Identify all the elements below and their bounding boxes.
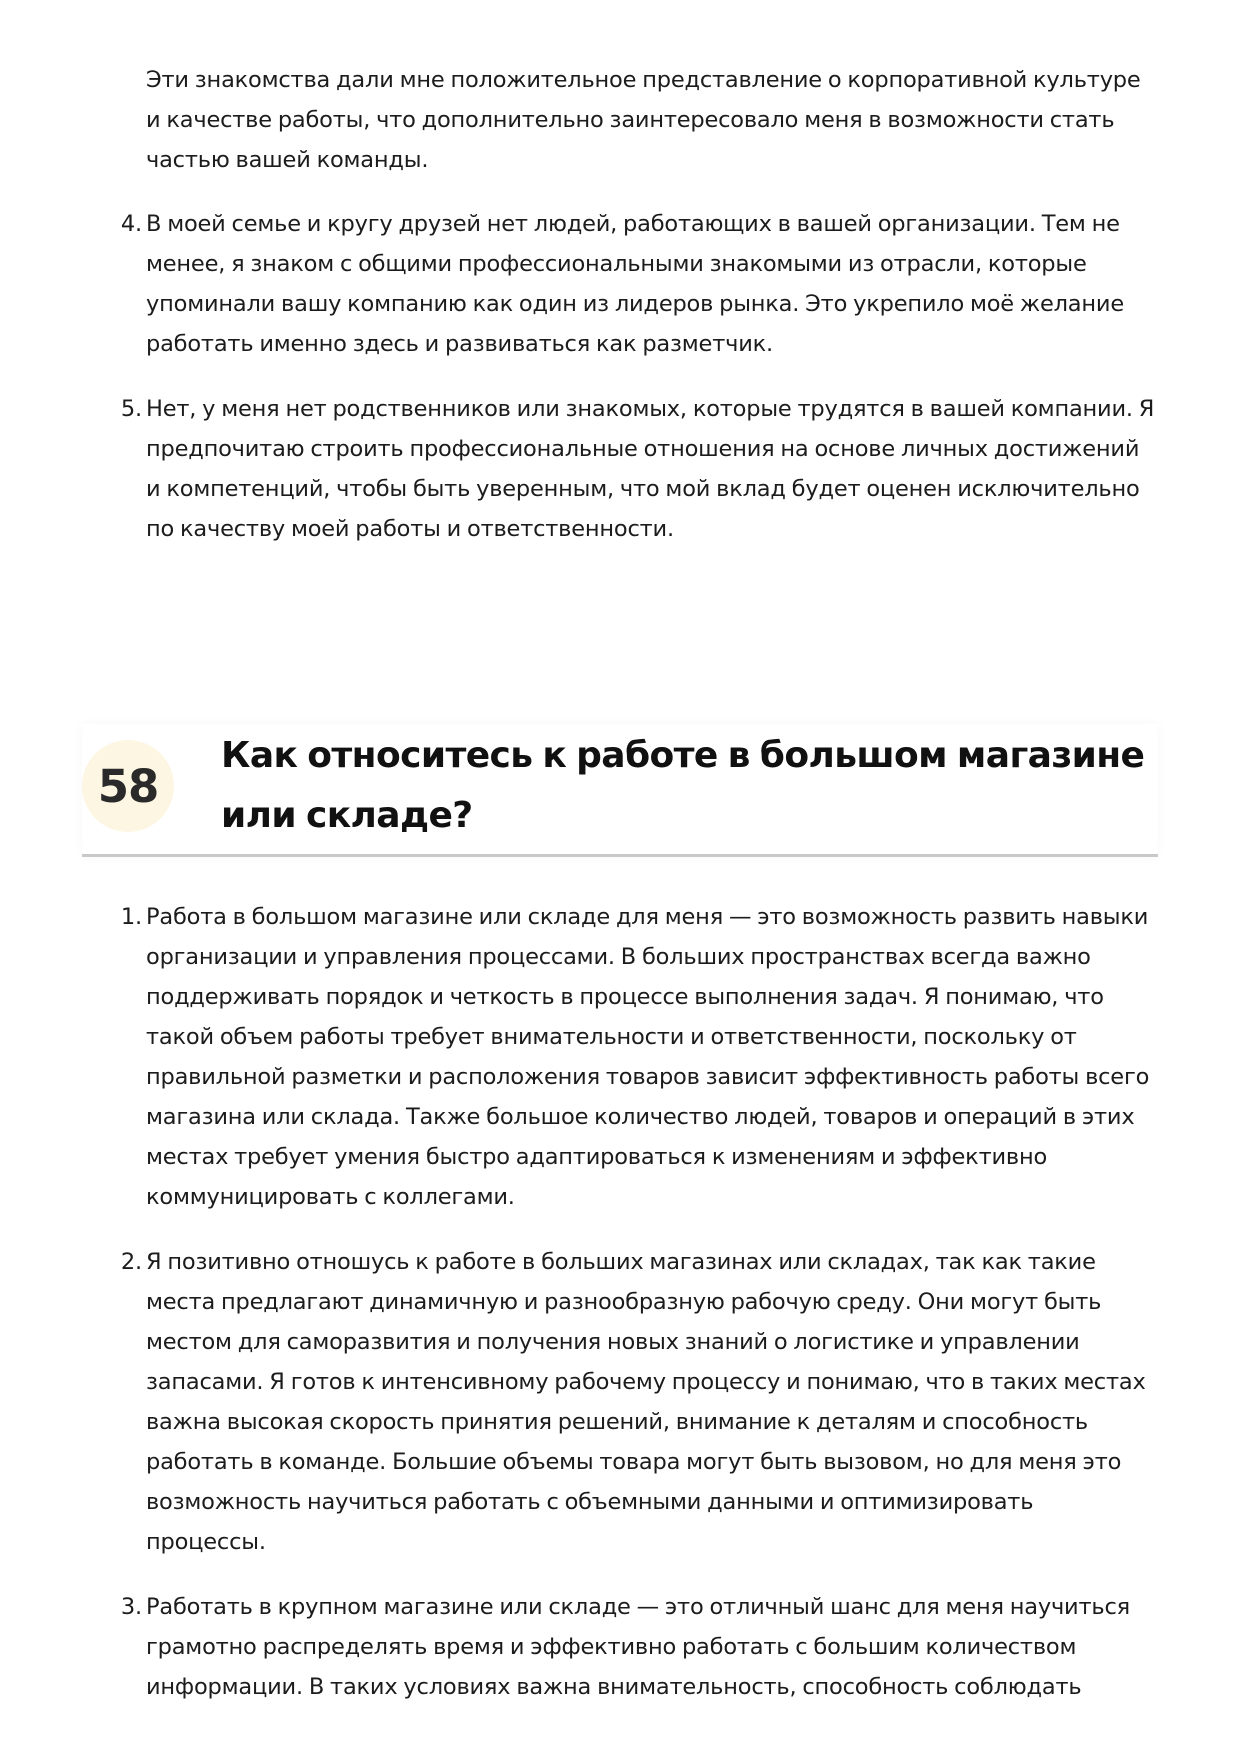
list-item-number: 2. [120,1249,142,1275]
answer-list [120,897,1156,1732]
list-item [120,389,1156,549]
question-header [82,724,1158,857]
list-item-number: 3. [120,1594,142,1620]
continuation-paragraph: Эти знакомства дали мне положительное представление о корпоративной культуре и качестве работы, что дополнительно заинтересовало меня в возможности стать частью вашей команды. [146,67,1141,173]
list-item-number: 1. [120,904,142,930]
list-item-text: В моей семье и кругу друзей нет людей, работающих в вашей организации. Тем не менее, я знаком с общими профессиональными знакомыми из отрасли, которые упоминали вашу компанию как один из лидеров рынка. Это укрепило моё желание работать именно здесь и развиваться как разметчик. [146,211,1124,357]
list-item-number: 4. [120,211,142,237]
list-item-text: Я позитивно отношусь к работе в больших магазинах или складах, так как такие места предлагают динамичную и разнообразную рабочую среду. Они могут быть местом для саморазвития и получения новых знаний о логистике и управлении запасами. Я готов к интенсивному рабочему процессу и понимаю, что в таких местах важна высокая скорость принятия решений, внимание к деталям и способность работать в команде. Большие объемы товара могут быть вызовом, но для меня это возможность научиться работать с объемными данными и оптимизировать процессы. [146,1249,1146,1555]
list-item-text: Работать в крупном магазине или складе — это отличный шанс для меня научиться грамотно распределять время и эффективно работать с большим количеством информации. В таких условиях важна внимательность, способность соблюдать [146,1594,1130,1700]
list-item [120,897,1156,1217]
list-item-text: Нет, у меня нет родственников или знакомых, которые трудятся в вашей компании. Я предпочитаю строить профессиональные отношения на основе личных достижений и компетенций, чтобы быть уверенным, что мой вклад будет оценен исключительно по качеству моей работы и ответственности. [146,396,1155,542]
list-item-text: Работа в большом магазине или складе для меня — это возможность развить навыки организации и управления процессами. В больших пространствах всегда важно поддерживать порядок и четкость в процессе выполнения задач. Я понимаю, что такой объем работы требует внимательности и ответственности, поскольку от правильной разметки и расположения товаров зависит эффективность работы всего магазина или склада. Также большое количество людей, товаров и операций в этих местах требует умения быстро адаптироваться к изменениям и эффективно коммуницировать с коллегами. [146,904,1150,1210]
previous-answer-list [120,204,1156,574]
list-item-number: 5. [120,396,142,422]
question-number-badge: 58 [82,740,174,832]
list-item [120,204,1156,364]
list-item [120,1587,1156,1707]
question-title: Как относитесь к работе в большом магазине или складе? [221,735,1145,836]
list-item [120,1242,1156,1562]
